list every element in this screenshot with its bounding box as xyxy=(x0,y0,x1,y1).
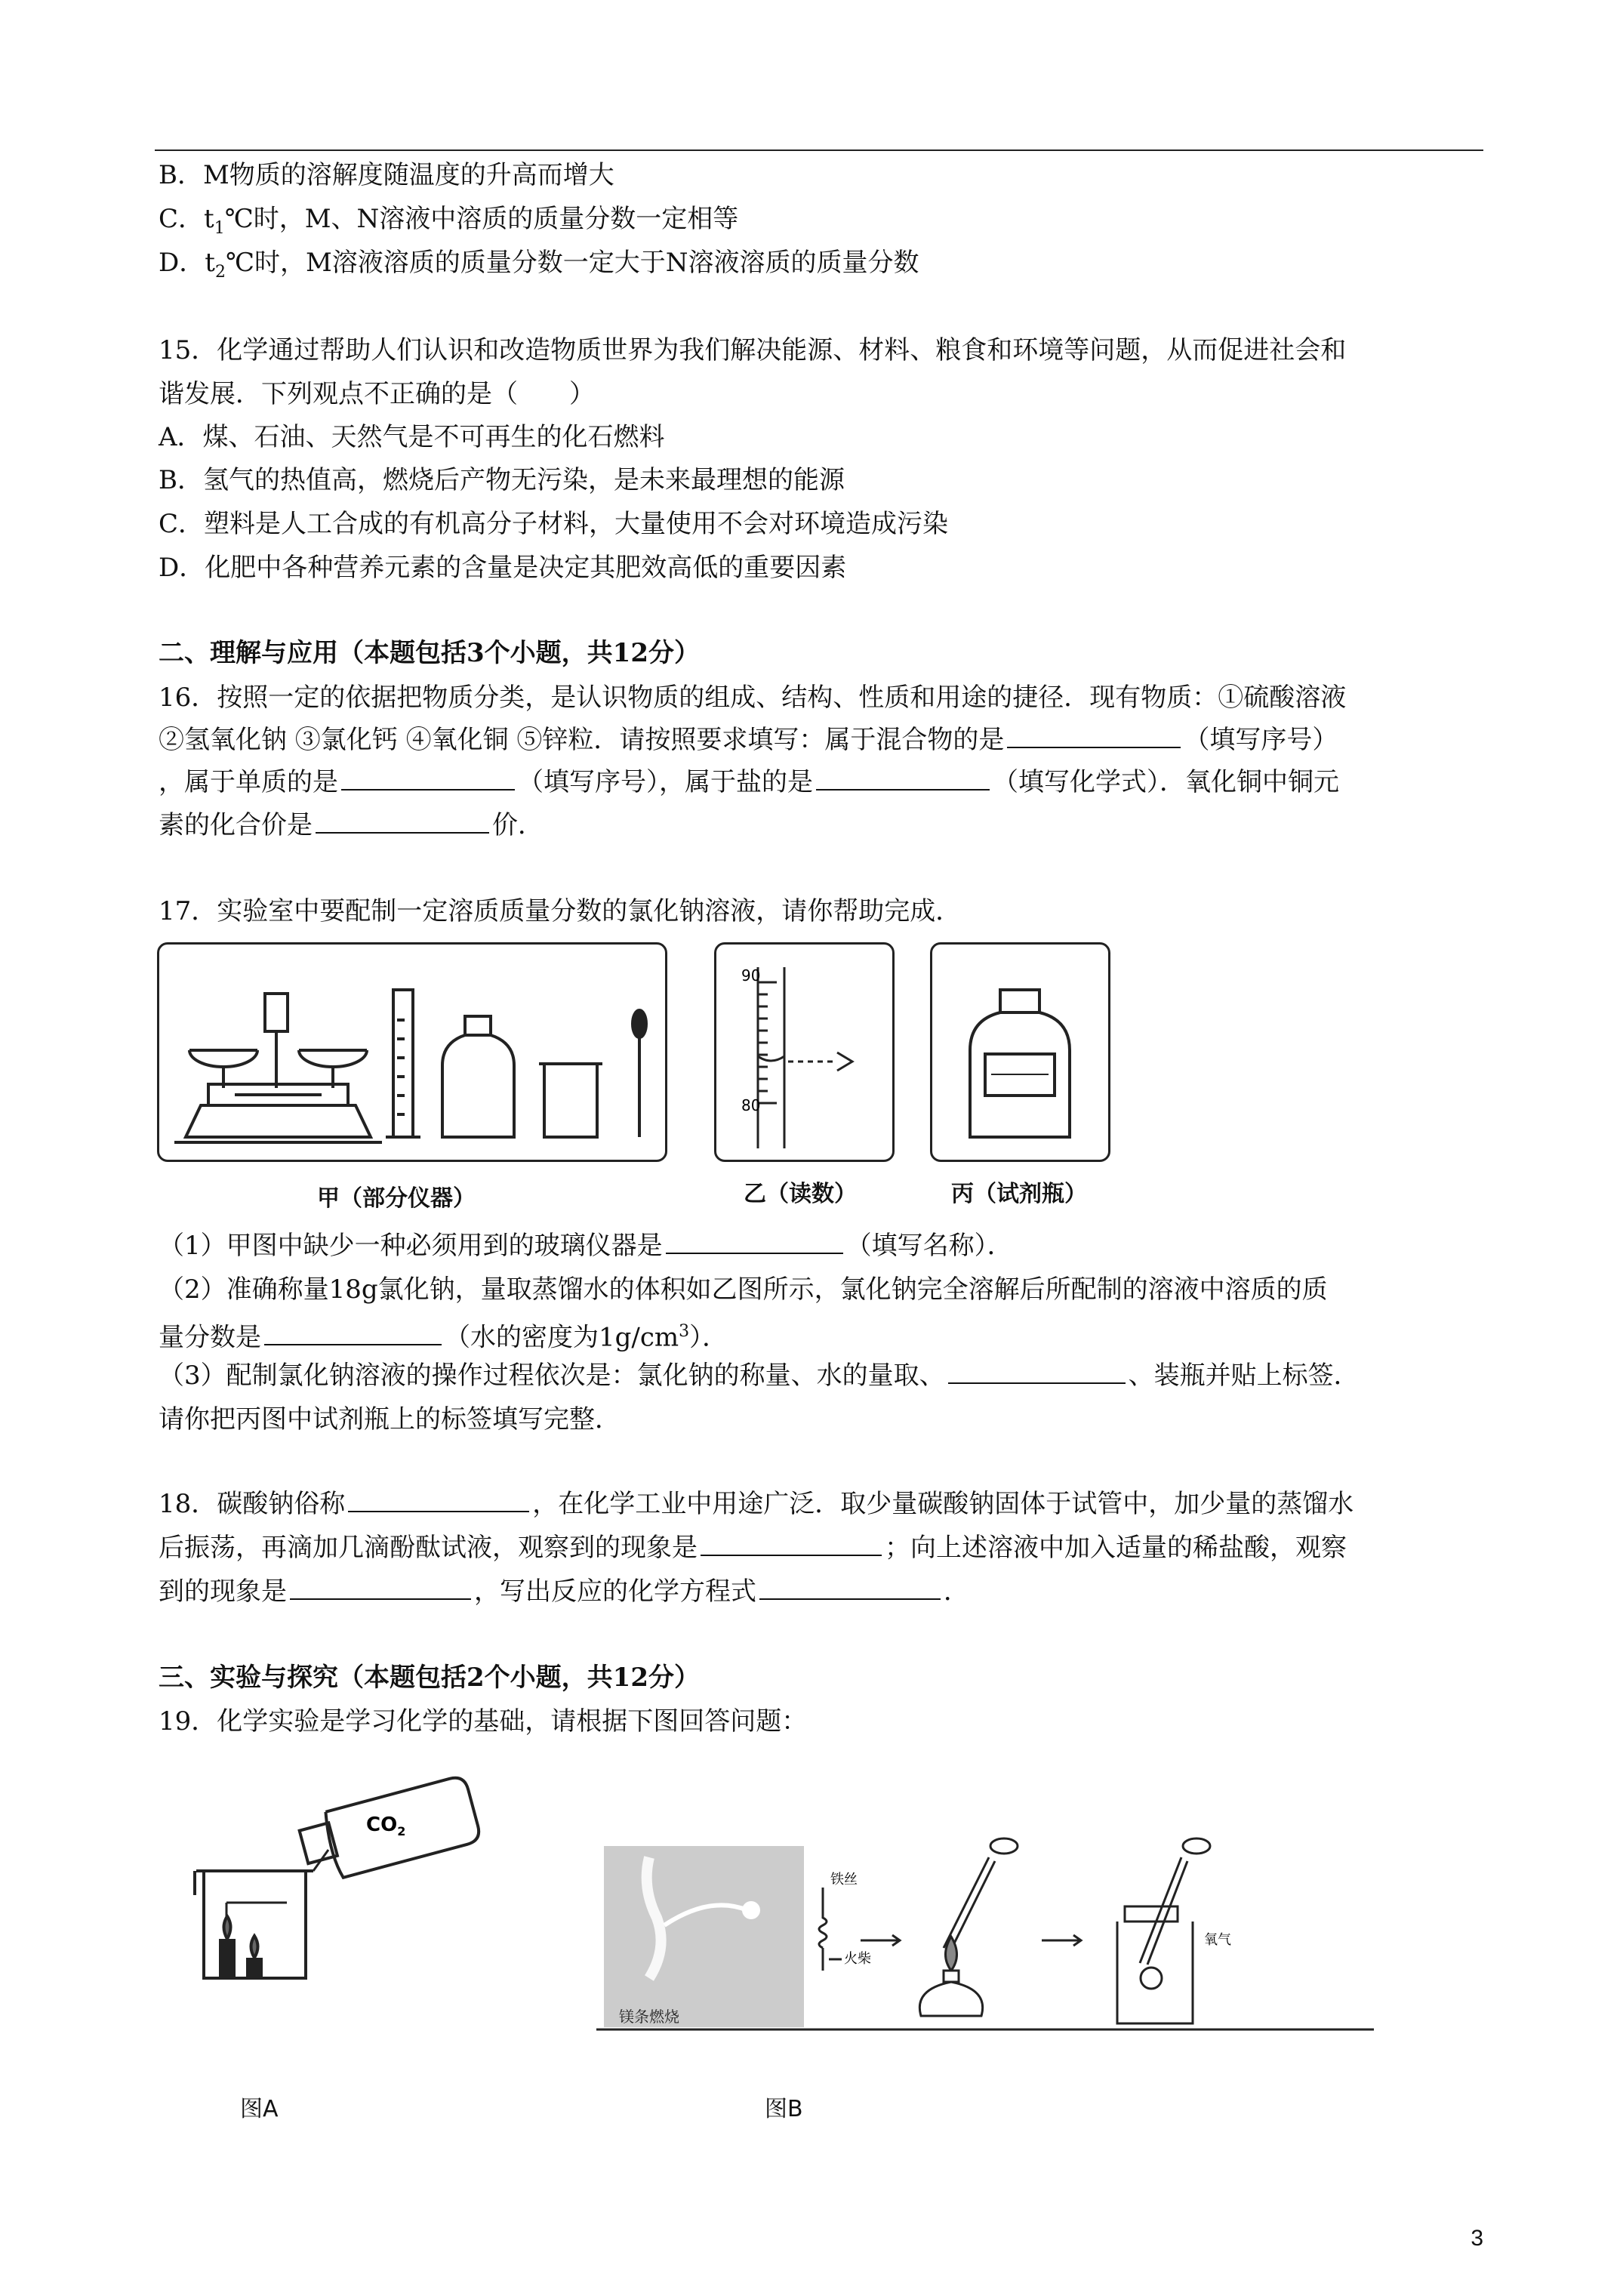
figure-bing-reagent-bottle xyxy=(930,942,1110,1162)
q17-part2-line1: （2）准确称量18g氯化钠，量取蒸馏水的体积如乙图所示，氯化钠完全溶解后所配制的溶液中溶质的质 xyxy=(159,1274,1328,1305)
q18-line3: 到的现象是 ，写出反应的化学方程式 ． xyxy=(159,1576,969,1607)
q15-option-d: D．化肥中各种营养元素的含量是决定其肥效高低的重要因素 xyxy=(159,553,847,583)
figure-a-co2-candles xyxy=(174,1752,491,2001)
q14-option-b: B．M物质的溶解度随温度的升高而增大 xyxy=(159,160,614,190)
answer-blank[interactable] xyxy=(341,766,515,791)
q16-line3: ，属于单质的是 （填写序号），属于盐的是 （填写化学式）．氧化铜中铜元 xyxy=(159,767,1339,797)
answer-blank[interactable] xyxy=(701,1532,882,1556)
tick-label-80: 80 xyxy=(741,1096,761,1114)
q16-line1: 16．按照一定的依据把物质分类，是认识物质的组成、结构、性质和用途的捷径．现有物质：①硫酸溶液 xyxy=(159,683,1347,713)
co2-pour-illustration xyxy=(174,1752,491,2001)
q17-part3-line2: 请你把丙图中试剂瓶上的标签填写完整． xyxy=(159,1404,621,1435)
caption-figure-b: 图B xyxy=(765,2096,803,2122)
section-2-heading: 二、理解与应用（本题包括3个小题，共12分） xyxy=(159,638,700,668)
mg-label: 镁条燃烧 xyxy=(619,2008,679,2026)
cylinder-reading-illustration xyxy=(716,945,892,1160)
q17-stem: 17．实验室中要配制一定溶质质量分数的氯化钠溶液，请你帮助完成． xyxy=(159,896,962,926)
answer-blank[interactable] xyxy=(264,1321,442,1345)
reagent-bottle-illustration xyxy=(932,945,1108,1160)
q15-stem-line2: 谐发展．下列观点不正确的是（ ） xyxy=(159,379,595,409)
figure-jia-instruments xyxy=(157,942,667,1162)
q15-stem-line1: 15．化学通过帮助人们认识和改造物质世界为我们解决能源、材料、粮食和环境等问题，从而促进社会和 xyxy=(159,335,1347,365)
answer-blank[interactable] xyxy=(948,1360,1126,1384)
caption-jia: 甲（部分仪器） xyxy=(317,1185,476,1212)
figure-yi-reading xyxy=(714,942,895,1162)
answer-blank[interactable] xyxy=(1007,724,1181,748)
iron-wire-label: 铁丝 xyxy=(830,1872,858,1888)
q14-option-c: C．$t_1℃$时，M、N溶液中溶质的质量分数一定相等 xyxy=(159,204,739,238)
q15-option-a: A．煤、石油、天然气是不可再生的化石燃料 xyxy=(159,422,665,452)
tick-label-90: 90 xyxy=(741,966,761,985)
q16-line2: ②氢氧化钠 ③氯化钙 ④氧化铜 ⑤锌粒．请按照要求填写：属于混合物的是 （填写序号） xyxy=(159,725,1338,755)
answer-blank[interactable] xyxy=(816,766,990,791)
caption-yi: 乙（读数） xyxy=(744,1181,857,1207)
answer-blank[interactable] xyxy=(316,809,489,834)
match-label: 火柴 xyxy=(844,1951,871,1967)
answer-blank[interactable] xyxy=(290,1576,471,1600)
header-rule xyxy=(155,149,1483,151)
figure-b-combustion xyxy=(596,1812,1412,2054)
lab-instruments-illustration xyxy=(159,945,665,1160)
answer-blank[interactable] xyxy=(759,1576,941,1600)
co2-label: $CO_2$ xyxy=(366,1814,406,1838)
q18-line1: 18．碳酸钠俗称 ，在化学工业中用途广泛．取少量碳酸钠固体于试管中，加少量的蒸馏水 xyxy=(159,1489,1354,1519)
combustion-illustration xyxy=(596,1812,1412,2054)
q17-part1: （1）甲图中缺少一种必须用到的玻璃仪器是 （填写名称）． xyxy=(159,1231,1013,1261)
q16-line4: 素的化合价是 价． xyxy=(159,810,544,840)
magnesium-photo xyxy=(604,1846,804,2027)
caption-figure-a: 图A xyxy=(240,2096,279,2122)
section-3-heading: 三、实验与探究（本题包括2个小题，共12分） xyxy=(159,1663,700,1693)
answer-blank[interactable] xyxy=(348,1488,529,1512)
q17-part3-line1: （3）配制氯化钠溶液的操作过程依次是：氯化钠的称量、水的量取、 、装瓶并贴上标签． xyxy=(159,1361,1360,1391)
page-number: 3 xyxy=(1471,2226,1483,2251)
caption-bing: 丙（试剂瓶） xyxy=(951,1181,1087,1207)
answer-blank[interactable] xyxy=(666,1230,843,1254)
q19-stem: 19．化学实验是学习化学的基础，请根据下图回答问题： xyxy=(159,1706,808,1737)
q14-option-d: D．$t_2℃$时，M溶液溶质的质量分数一定大于N溶液溶质的质量分数 xyxy=(159,248,919,282)
q17-part2-line2: 量分数是 （水的密度为$1g/cm^3$）． xyxy=(159,1322,728,1353)
q18-line2: 后振荡，再滴加几滴酚酞试液，观察到的现象是 ；向上述溶液中加入适量的稀盐酸，观察 xyxy=(159,1533,1347,1563)
q15-option-b: B．氢气的热值高，燃烧后产物无污染，是未来最理想的能源 xyxy=(159,465,845,495)
oxygen-label: 氧气 xyxy=(1204,1932,1231,1948)
q15-option-c: C．塑料是人工合成的有机高分子材料，大量使用不会对环境造成污染 xyxy=(159,509,949,539)
